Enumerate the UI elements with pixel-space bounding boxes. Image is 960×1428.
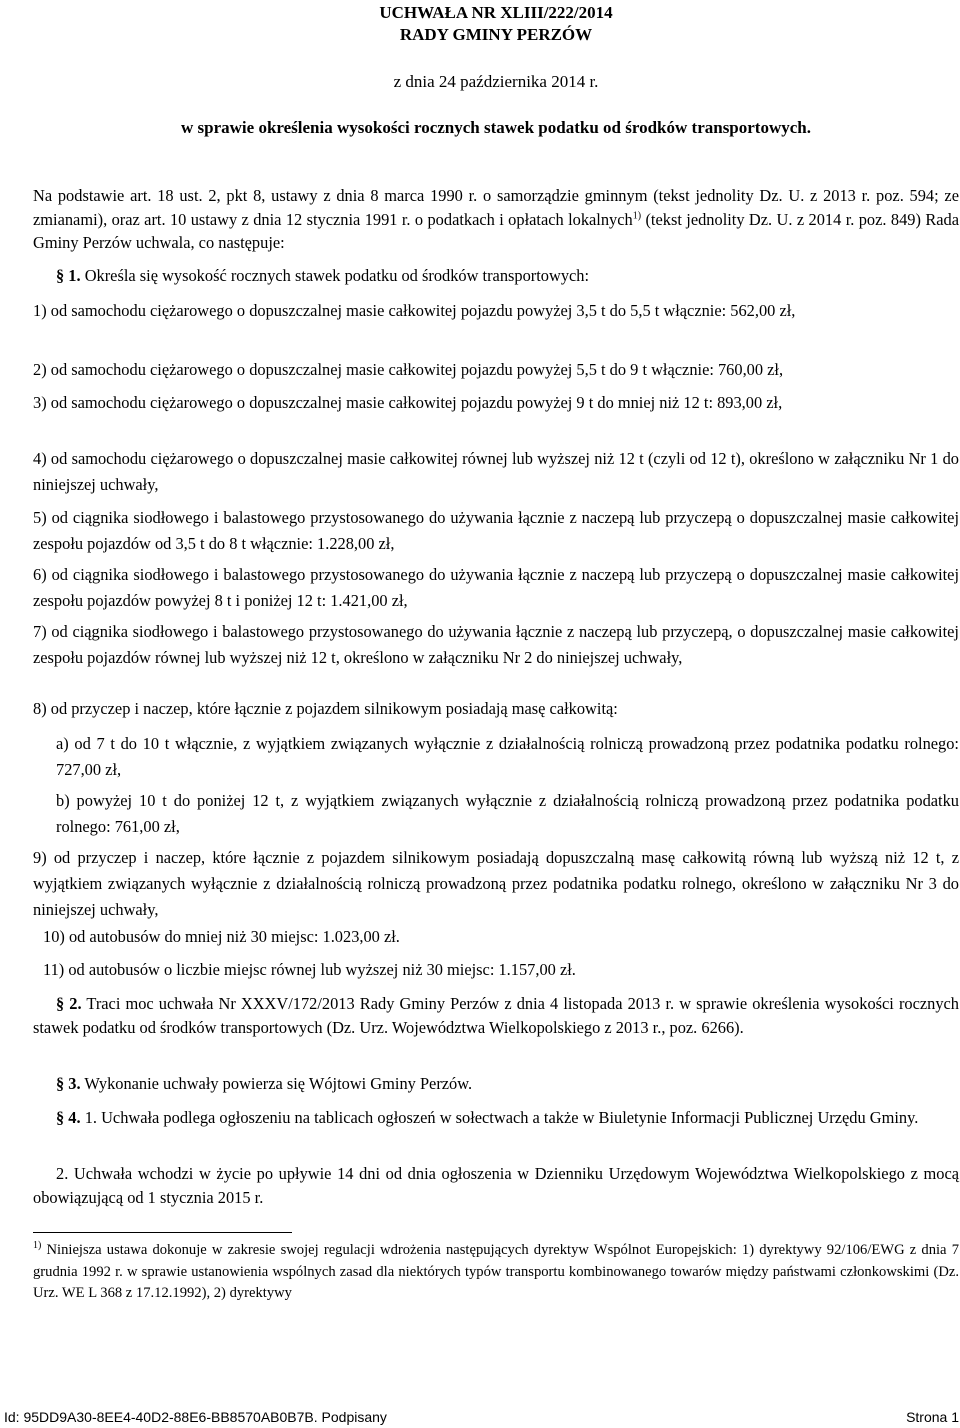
footnote [33, 1240, 959, 1305]
list-item: 7) od ciągnika siodłowego i balastowego przystosowanego do używania łącznie z naczepą lub przyczepą, o dopuszczalnej masie całkowitej zespołu pojazdów równej lub wyższej niż 12 t, określono w załączniku Nr 2 do niniejszej uchwały, [33, 622, 959, 667]
section-4-paragraph-2: 2. Uchwała wchodzi w życie po upływie 14 dni od dnia ogłoszenia w Dzienniku Urzędowym Województwa Wielkopolskiego z mocą obowiązującą od 1 stycznia 2015 r. [33, 1164, 959, 1207]
council-name: RADY GMINY PERZÓW [399, 25, 593, 44]
list-item: a) od 7 t do 10 t włącznie, z wyjątkiem związanych wyłącznie z działalnością rolniczą prowadzoną przez podatnika podatku rolnego: 727,00 zł, [56, 734, 959, 779]
footnote-ref: 1) [632, 210, 642, 222]
list-item: 10) od autobusów do mniej niż 30 miejsc: 1.023,00 zł. [43, 927, 400, 946]
resolution-subject: w sprawie określenia wysokości rocznych stawek podatku od środków transportowych. [181, 118, 811, 137]
list-item: 8) od przyczep i naczep, które łącznie z pojazdem silnikowym posiadają masę całkowitą: [33, 699, 618, 718]
section-4 [33, 1106, 959, 1130]
footnote-mark: 1) [33, 1240, 42, 1252]
page-number: Strona 1 [906, 1409, 959, 1425]
section-3 [33, 1072, 959, 1096]
section-2-text: Traci moc uchwała Nr XXXV/172/2013 Rady Gminy Perzów z dnia 4 listopada 2013 r. w sprawie określenia wysokości rocznych stawek podatku od środków transportowych (Dz. Urz. Województwa Wielkopolskiego z 2013 r., poz. 6266). [33, 994, 960, 1037]
section-4-text: 1. Uchwała podlega ogłoszeniu na tablicach ogłoszeń w sołectwach a także w Biuletynie Informacji Publicznej Urzędu Gminy. [80, 1108, 919, 1127]
list-item: 9) od przyczep i naczep, które łącznie z pojazdem silnikowym posiadają dopuszczalną masę całkowitą równą lub wyższą niż 12 t, z wyjątkiem związanych wyłącznie z działalnością rolniczą prowadzoną przez podatnika podatku rolnego, określono w załączniku Nr 3 do niniejszej uchwały, [33, 848, 959, 919]
section-2-number: § 2. [56, 994, 82, 1013]
document-id: Id: 95DD9A30-8EE4-40D2-88E6-BB8570AB0B7B. Podpisany [4, 1409, 387, 1425]
list-item: 5) od ciągnika siodłowego i balastowego przystosowanego do używania łącznie z naczepą lub przyczepą o dopuszczalnej masie całkowitej zespołu pojazdów od 3,5 t do 8 t włącznie: 1.228,00 zł, [33, 508, 959, 553]
resolution-date: z dnia 24 października 2014 r. [393, 72, 599, 91]
section-3-text: Wykonanie uchwały powierza się Wójtowi Gminy Perzów. [80, 1074, 473, 1093]
section-3-number: § 3. [56, 1074, 81, 1093]
section-1 [33, 264, 959, 288]
legal-basis-text-2: (tekst jednolity Dz. U. z 2014 r. poz. 849) Rada Gminy Perzów uchwala, co następuje: [33, 209, 960, 252]
section-1-number: § 1. [56, 266, 81, 285]
section-4-number: § 4. [56, 1108, 81, 1127]
list-item: b) powyżej 10 t do poniżej 12 t, z wyjątkiem związanych wyłącznie z działalnością rolniczą prowadzoną przez podatnika podatku rolnego: 761,00 zł, [56, 791, 959, 836]
section-1-text: Określa się wysokość rocznych stawek podatku od środków transportowych: [80, 266, 590, 285]
list-item: 2) od samochodu ciężarowego o dopuszczalnej masie całkowitej pojazdu powyżej 5,5 t do 9 t włącznie: 760,00 zł, [33, 360, 784, 379]
footnote-divider [33, 1232, 292, 1233]
list-item: 11) od autobusów o liczbie miejsc równej lub wyższej niż 30 miejsc: 1.157,00 zł. [43, 960, 576, 979]
list-item: 3) od samochodu ciężarowego o dopuszczalnej masie całkowitej pojazdu powyżej 9 t do mniej niż 12 t: 893,00 zł, [33, 393, 783, 412]
section-2 [33, 992, 959, 1040]
legal-basis-text-1: Na podstawie art. 18 ust. 2, pkt 8, ustawy z dnia 8 marca 1990 r. o samorządzie gminnym (tekst jednolity Dz. U. z 2013 r. poz. 594; ze zmianami), oraz art. 10 ustawy z dnia 12 stycznia 1991 r. o podatkach i opłatach lokalnych [33, 186, 959, 229]
list-item: 6) od ciągnika siodłowego i balastowego przystosowanego do używania łącznie z naczepą lub przyczepą o dopuszczalnej masie całkowitej zespołu pojazdów powyżej 8 t i poniżej 12 t: 1.421,00 zł, [33, 565, 959, 610]
footnote-text: Niniejsza ustawa dokonuje w zakresie swojej regulacji wdrożenia następujących dyrektyw Wspólnot Europejskich: 1) dyrektywy 92/106/EWG z dnia 7 grudnia 1992 r. w sprawie ustanowienia wspólnych zasad dla niektórych typów transportu kombinowanego towarów między państwami członkowskimi (Dz. Urz. WE L 368 z 17.12.1992), 2) dyrektywy [33, 1242, 959, 1301]
legal-basis [33, 184, 959, 255]
resolution-title: UCHWAŁA NR XLIII/222/2014 [379, 3, 613, 22]
list-item: 4) od samochodu ciężarowego o dopuszczalnej masie całkowitej równej lub wyższej niż 12 t (czyli od 12 t), określono w załączniku Nr 1 do niniejszej uchwały, [33, 449, 959, 494]
list-item: 1) od samochodu ciężarowego o dopuszczalnej masie całkowitej pojazdu powyżej 3,5 t do 5,5 t włącznie: 562,00 zł, [33, 301, 796, 320]
